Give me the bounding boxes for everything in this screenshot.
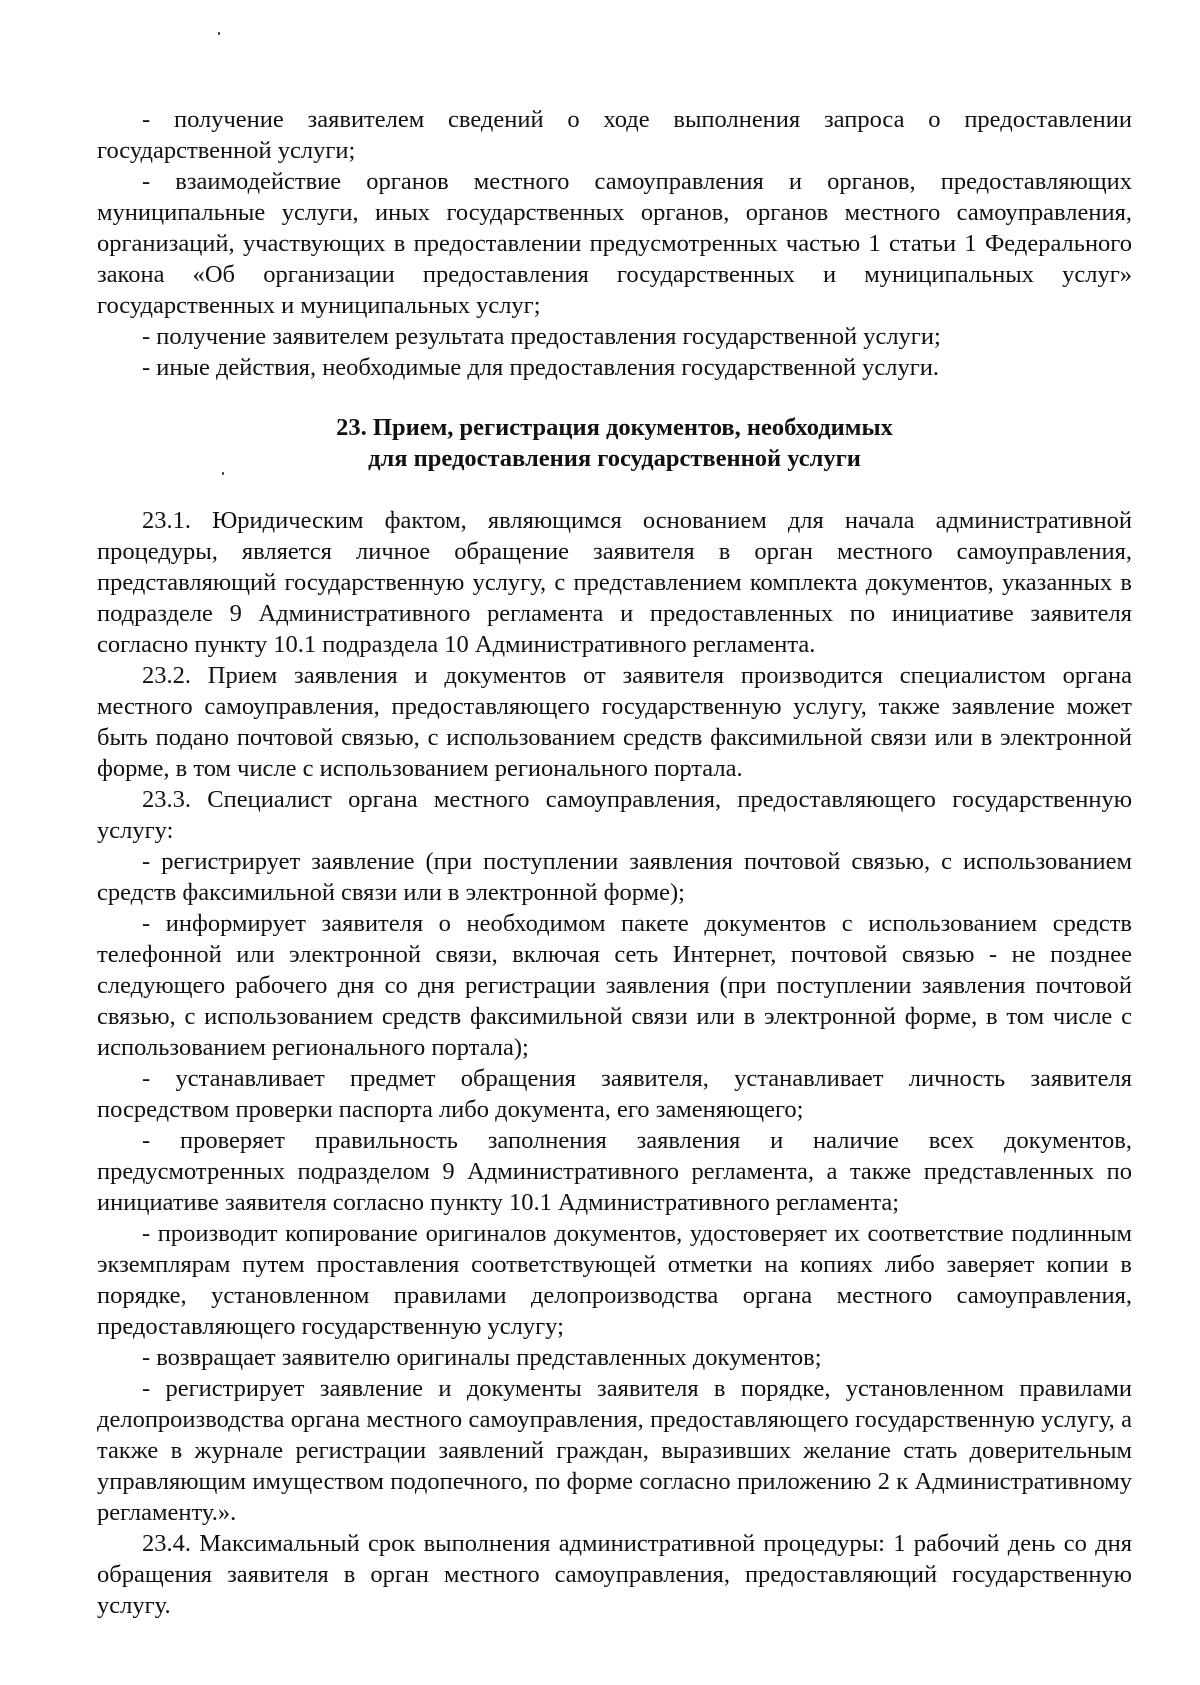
intro-paragraph: - взаимодействие органов местного самоуправления и органов, предоставляющих муниципальные услуги, иных государственных органов, органов местного самоуправления, организаций, участвующих в предоставлении предусмотренных частью 1 статьи 1 Федерального закона «Об организации предоставления государственных и муниципальных услуг» государственных и муниципальных услуг; xyxy=(97,168,1132,319)
section-paragraph: - информирует заявителя о необходимом пакете документов с использованием средств телефонной или электронной связи, включая сеть Интернет, почтовой связью - не позднее следующего рабочего дня со дня регистрации заявления (при поступлении заявления почтовой связью, с использованием средств факсимильной связи или в электронной форме, в том числе с использованием регионального портала); xyxy=(97,910,1132,1061)
section-paragraph: - проверяет правильность заполнения заявления и наличие всех документов, предусмотренных подразделом 9 Административного регламента, а также представленных по инициативе заявителя согласно пункту 10.1 Административного регламента; xyxy=(97,1127,1132,1216)
intro-paragraph: - иные действия, необходимые для предоставления государственной услуги. xyxy=(142,354,940,381)
document-body xyxy=(97,104,1132,1621)
section-heading-line: для предоставления государственной услуги xyxy=(368,445,861,472)
section-paragraph: - регистрирует заявление и документы заявителя в порядке, установленном правилами делопроизводства органа местного самоуправления, предоставляющего государственную услугу, а также в журнале регистрации заявлений граждан, выразивших желание стать доверительным управляющим имуществом подопечного, по форме согласно приложению 2 к Административному регламенту.». xyxy=(97,1375,1132,1526)
section-paragraph: - устанавливает предмет обращения заявителя, устанавливает личность заявителя посредством проверки паспорта либо документа, его заменяющего; xyxy=(97,1065,1132,1123)
intro-paragraph: - получение заявителем результата предоставления государственной услуги; xyxy=(142,323,941,350)
section-paragraph: - производит копирование оригиналов документов, удостоверяет их соответствие подлинным экземплярам путем проставления соответствующей отметки на копиях либо заверяет копии в порядке, установленном правилами делопроизводства органа местного самоуправления, предоставляющего государственную услугу; xyxy=(97,1220,1132,1340)
section-paragraph: 23.1. Юридическим фактом, являющимся основанием для начала административной процедуры, является личное обращение заявителя в орган местного самоуправления, представляющий государственную услугу, с представлением комплекта документов, указанных в подразделе 9 Административного регламента и предоставленных по инициативе заявителя согласно пункту 10.1 подраздела 10 Административного регламента. xyxy=(97,507,1132,658)
intro-paragraph: - получение заявителем сведений о ходе выполнения запроса о предоставлении государственной услуги; xyxy=(97,106,1132,164)
section-paragraph: 23.2. Прием заявления и документов от заявителя производится специалистом органа местного самоуправления, предоставляющего государственную услугу, также заявление может быть подано почтовой связью, с использованием средств факсимильной связи или в электронной форме, в том числе с использованием регионального портала. xyxy=(97,662,1132,782)
section-paragraph: 23.3. Специалист органа местного самоуправления, предоставляющего государственную услугу: xyxy=(97,786,1132,844)
section-heading xyxy=(97,412,1132,474)
section-paragraph: - регистрирует заявление (при поступлении заявления почтовой связью, с использованием средств факсимильной связи или в электронной форме); xyxy=(97,848,1132,906)
section-paragraph: - возвращает заявителю оригиналы представленных документов; xyxy=(142,1344,822,1371)
section-heading-line: 23. Прием, регистрация документов, необходимых xyxy=(336,414,893,441)
scan-speck xyxy=(218,32,220,35)
section-paragraph: 23.4. Максимальный срок выполнения административной процедуры: 1 рабочий день со дня обращения заявителя в орган местного самоуправления, предоставляющий государственную услугу. xyxy=(97,1530,1132,1619)
